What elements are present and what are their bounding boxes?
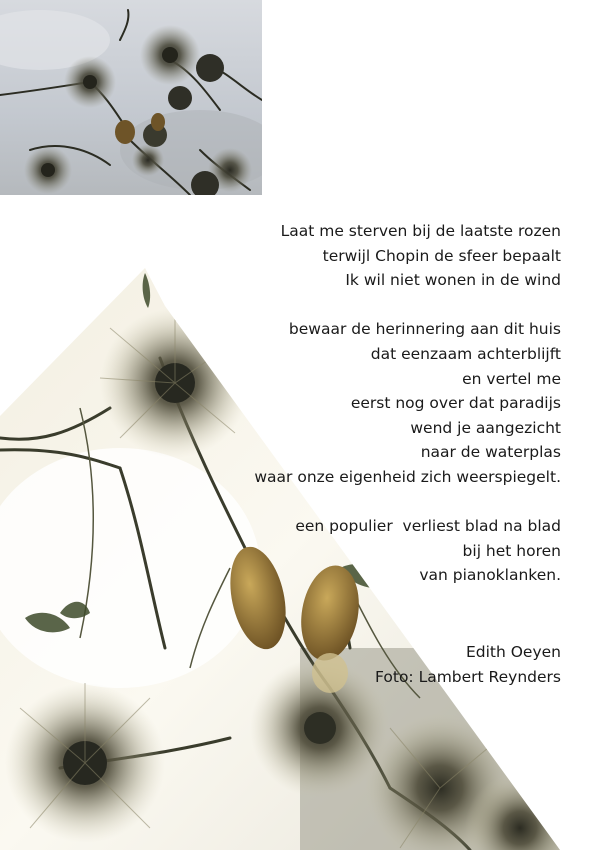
- poem-line: waar onze eigenheid zich weerspiegelt.: [254, 467, 561, 486]
- poem-line: bewaar de herinnering aan dit huis: [288, 320, 561, 339]
- poem: [254, 219, 561, 588]
- poem-line: wend je aangezicht: [410, 418, 561, 437]
- poem-line: naar de waterplas: [420, 443, 561, 462]
- poem-line: van pianoklanken.: [419, 566, 561, 585]
- poem-line: Laat me sterven bij de laatste rozen: [280, 222, 561, 240]
- poem-line: terwijl Chopin de sfeer bepaalt: [322, 246, 561, 265]
- poem-line: eerst nog over dat paradijs: [350, 394, 561, 413]
- poem-line: een populier verliest blad na blad: [295, 517, 561, 536]
- author-name: Edith Oeyen: [465, 643, 561, 661]
- stanza-break: [254, 293, 561, 318]
- poem-line: dat eenzaam achterblijft: [370, 344, 561, 363]
- photo-credit: Foto: Lambert Reynders: [375, 667, 561, 686]
- stanza-break: [254, 490, 561, 515]
- poem-line: Ik wil niet wonen in de wind: [345, 271, 561, 290]
- credits: [375, 640, 561, 689]
- top-photo: [0, 0, 262, 195]
- poem-line: bij het horen: [462, 541, 561, 560]
- poem-line: en vertel me: [462, 369, 561, 388]
